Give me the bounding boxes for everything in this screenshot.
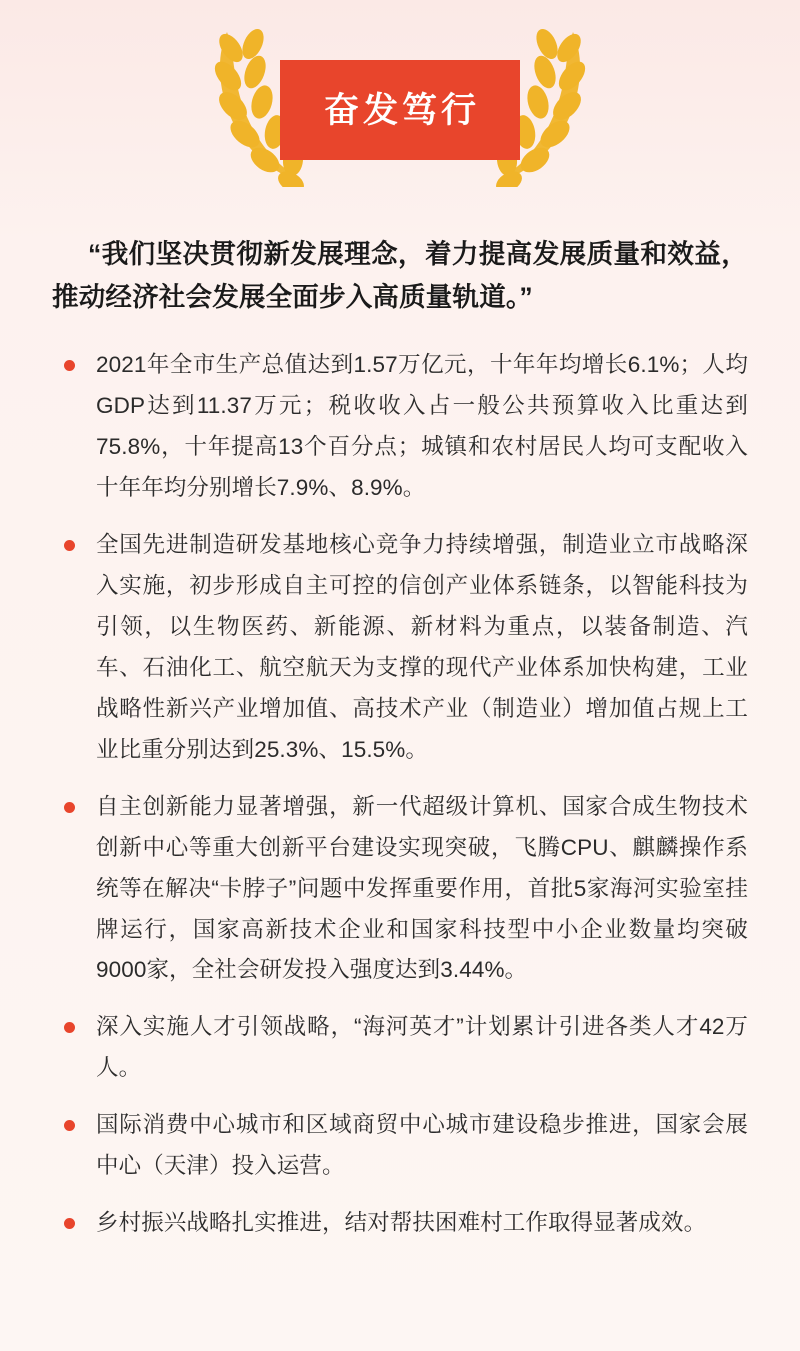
quote-text: “我们坚决贯彻新发展理念，着力提高发展质量和效益，推动经济社会发展全面步入高质量轨道。” xyxy=(52,239,748,312)
list-item xyxy=(52,787,748,992)
banner-title-box xyxy=(280,60,520,160)
banner-title: 奋发笃行 xyxy=(323,90,480,130)
bullet-dot-icon xyxy=(64,802,75,813)
bullet-dot-icon xyxy=(64,1022,75,1033)
bullet-dot-icon xyxy=(64,1120,75,1131)
list-item-text: 全国先进制造研发基地核心竞争力持续增强，制造业立市战略深入实施，初步形成自主可控的信创产业体系链条，以智能科技为引领，以生物医药、新能源、新材料为重点，以装备制造、汽车、石油化工、航空航天为支撑的现代产业体系加快构建，工业战略性新兴产业增加值、高技术产业（制造业）增加值占规上工业比重分别达到25.3%、15.5%。 xyxy=(96,532,748,762)
bullet-dot-icon xyxy=(64,360,75,371)
content-area xyxy=(0,233,800,1244)
list-item xyxy=(52,1105,748,1187)
bullet-dot-icon xyxy=(64,540,75,551)
banner-emblem xyxy=(205,22,595,187)
list-item xyxy=(52,525,748,771)
list-item-text: 2021年全市生产总值达到1.57万亿元，十年年均增长6.1%；人均GDP达到11.37万元；税收收入占一般公共预算收入比重达到75.8%，十年提高13个百分点；城镇和农村居民人均可支配收入十年年均分别增长7.9%、8.9%。 xyxy=(96,352,748,501)
list-item-text: 自主创新能力显著增强，新一代超级计算机、国家合成生物技术创新中心等重大创新平台建设实现突破，飞腾CPU、麒麟操作系统等在解决“卡脖子”问题中发挥重要作用，首批5家海河实验室挂牌运行，国家高新技术企业和国家科技型中小企业数量均突破9000家，全社会研发投入强度达到3.44%。 xyxy=(96,793,748,983)
list-item-text: 深入实施人才引领战略，“海河英才”计划累计引进各类人才42万人。 xyxy=(96,1014,748,1081)
list-item xyxy=(52,1203,748,1244)
list-item xyxy=(52,345,748,509)
bullet-dot-icon xyxy=(64,1218,75,1229)
banner xyxy=(0,0,800,205)
list-item xyxy=(52,1007,748,1089)
list-item-text: 国际消费中心城市和区域商贸中心城市建设稳步推进，国家会展中心（天津）投入运营。 xyxy=(96,1112,748,1179)
points-list xyxy=(52,345,748,1244)
list-item-text: 乡村振兴战略扎实推进，结对帮扶困难村工作取得显著成效。 xyxy=(96,1210,707,1236)
